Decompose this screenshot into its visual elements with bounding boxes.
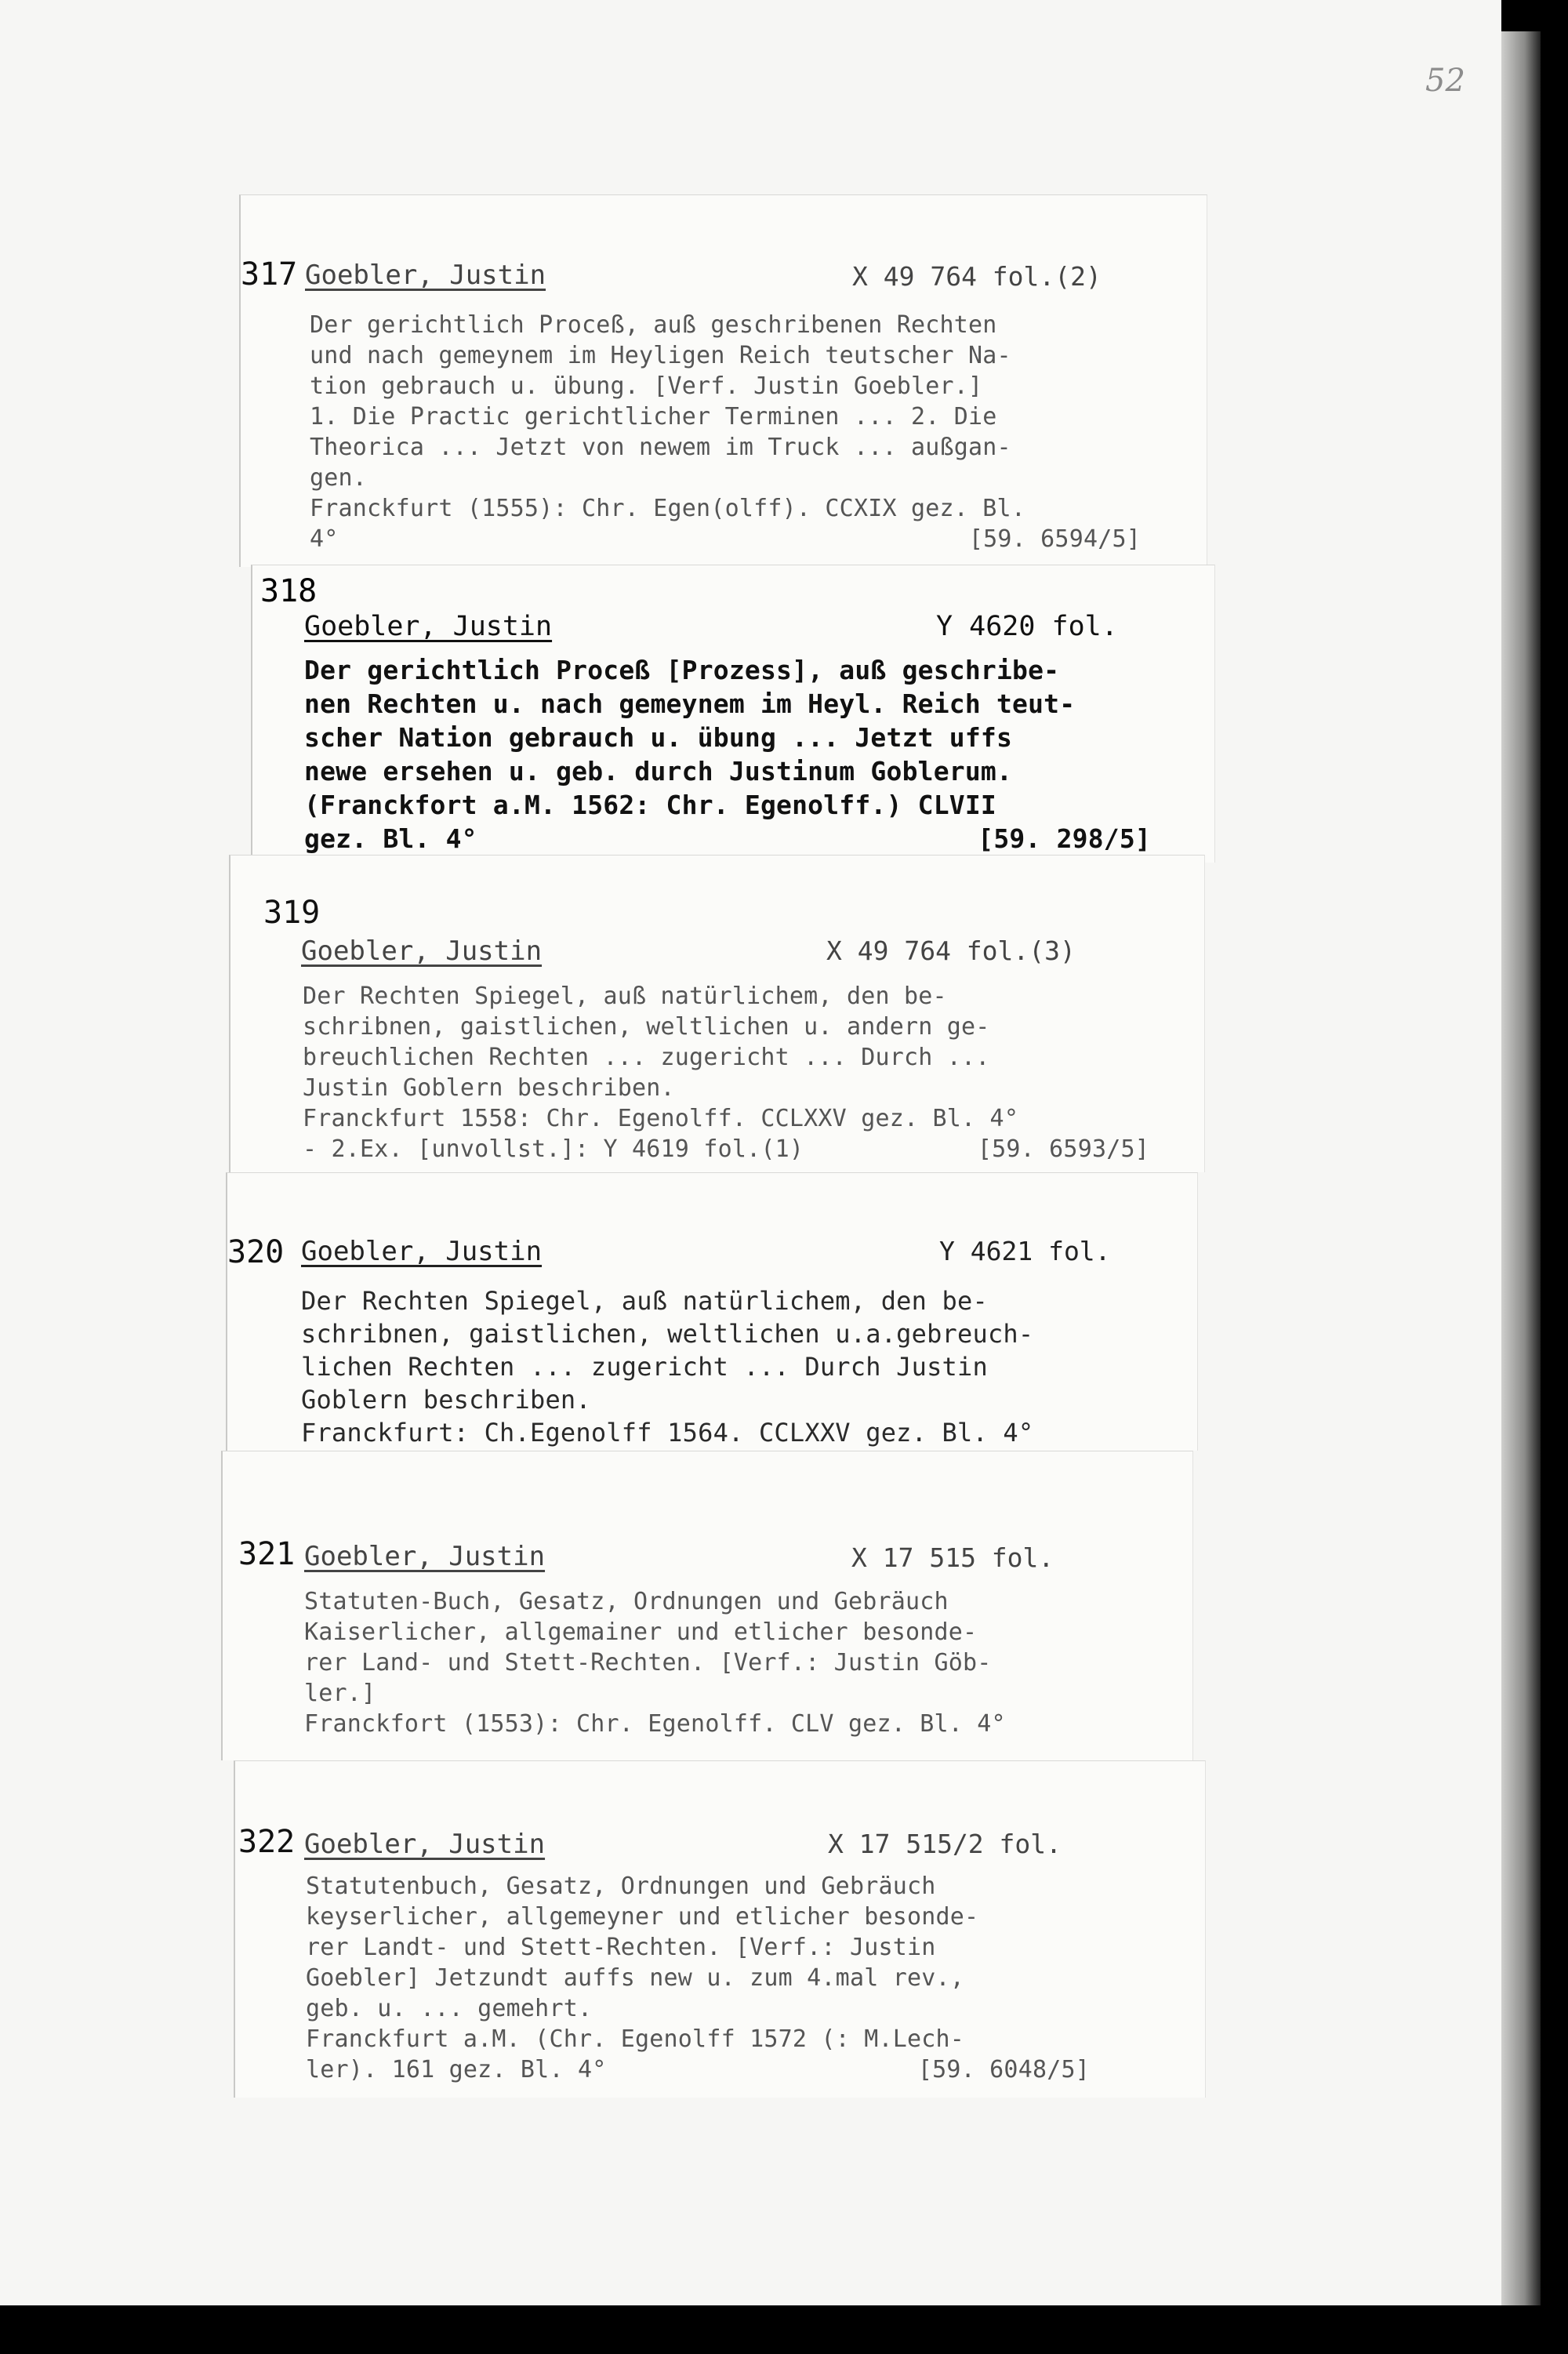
entry-author: Goebler, Justin — [301, 935, 543, 967]
accession-number: [59. 6048/5] — [917, 2056, 1090, 2083]
entry-description — [310, 310, 1141, 554]
copy-note-line — [303, 1134, 1149, 1164]
description-line: rer Landt- und Stett-Rechten. [Verf.: Justin — [306, 1934, 936, 1961]
page-edge-shadow — [1501, 31, 1541, 2305]
description-line: rer Land- und Stett-Rechten. [Verf.: Justin Göb- — [304, 1649, 992, 1676]
entry-number: 321 — [238, 1536, 296, 1572]
catalog-card-322 — [234, 1760, 1206, 2098]
description-line: Justin Goblern beschriben. — [303, 1074, 675, 1102]
description-line: ler.] — [304, 1680, 376, 1707]
entry-number: 317 — [241, 256, 298, 292]
entry-description — [303, 981, 1165, 1164]
second-copy-note: - 2.Ex. [unvollst.]: Y 4619 fol.(1) — [303, 1135, 804, 1163]
page-number: 52 — [1425, 63, 1465, 99]
description-line: und nach gemeynem im Heyligen Reich teutscher Na- — [310, 342, 1011, 369]
catalog-card-318 — [251, 565, 1215, 863]
entry-author: Goebler, Justin — [304, 1829, 546, 1860]
catalog-card-320 — [226, 1172, 1198, 1451]
description-line: Goblern beschriben. — [301, 1385, 591, 1415]
description-line: (Franckfort a.M. 1562: Chr. Egenolff.) CLVII — [304, 790, 996, 820]
description-line: Kaiserlicher, allgemainer und etlicher besonde- — [304, 1618, 978, 1646]
imprint-line — [306, 2054, 1090, 2085]
entry-author: Goebler, Justin — [304, 611, 553, 642]
accession-number: [59. 6593/5] — [977, 1135, 1149, 1163]
entry-author: Goebler, Justin — [301, 1236, 543, 1267]
description-line: newe ersehen u. geb. durch Justinum Goblerum. — [304, 756, 1013, 786]
imprint-line: Franckfort (1553): Chr. Egenolff. CLV gez. Bl. 4° — [304, 1710, 1006, 1738]
entry-shelfmark: X 49 764 fol.(2) — [852, 261, 1102, 292]
description-line: Statutenbuch, Gesatz, Ordnungen und Gebräuch — [306, 1873, 936, 1900]
imprint-line — [304, 822, 1151, 856]
description-line: Der gerichtlich Proceß [Prozess], auß geschribe- — [304, 655, 1060, 685]
entry-description — [304, 1586, 1167, 1739]
entry-number: 318 — [260, 573, 318, 609]
description-line: Der Rechten Spiegel, auß natürlichem, den be- — [303, 983, 947, 1010]
entry-shelfmark: Y 4620 fol. — [936, 611, 1118, 642]
description-line: scher Nation gebrauch u. übung ... Jetzt uffs — [304, 722, 1013, 753]
description-line: schribnen, gaistlichen, weltlichen u.a.gebreuch- — [301, 1319, 1034, 1349]
description-line: lichen Rechten ... zugericht ... Durch Justin — [301, 1352, 988, 1382]
description-line: schribnen, gaistlichen, weltlichen u. andern ge- — [303, 1013, 990, 1041]
catalog-card-321 — [221, 1451, 1193, 1760]
entry-description — [304, 653, 1190, 856]
description-line: tion gebrauch u. übung. [Verf. Justin Goebler.] — [310, 372, 983, 400]
description-line: 1. Die Practic gerichtlicher Terminen ... 2. Die — [310, 403, 997, 430]
entry-shelfmark: X 49 764 fol.(3) — [826, 935, 1076, 966]
description-line: geb. u. ... gemehrt. — [306, 1995, 593, 2022]
description-line: Franckfurt 1558: Chr. Egenolff. CCLXXV gez. Bl. 4° — [303, 1105, 1019, 1132]
description-line: Statuten-Buch, Gesatz, Ordnungen und Gebräuch — [304, 1588, 949, 1615]
description-line: nen Rechten u. nach gemeynem im Heyl. Reich teut- — [304, 688, 1076, 719]
accession-number: [59. 298/5] — [978, 823, 1151, 854]
description-line: Franckfurt (1555): Chr. Egen(olff). CCXIX gez. Bl. — [310, 495, 1026, 522]
entry-author: Goebler, Justin — [304, 1541, 546, 1572]
description-line: Goebler] Jetzundt auffs new u. zum 4.mal rev., — [306, 1964, 965, 1992]
imprint-line — [310, 524, 1141, 554]
accession-number: [59. 6594/5] — [968, 525, 1141, 553]
description-line: Franckfurt a.M. (Chr. Egenolff 1572 (: M.Lech- — [306, 2025, 965, 2053]
entry-shelfmark: Y 4621 fol. — [939, 1236, 1111, 1266]
description-line: Der gerichtlich Proceß, auß geschribenen Rechten — [310, 311, 997, 339]
entry-description — [306, 1871, 1184, 2085]
catalog-card-317 — [239, 194, 1207, 567]
entry-number: 319 — [263, 895, 321, 931]
entry-author: Goebler, Justin — [305, 260, 546, 291]
format-note: ler). 161 gez. Bl. 4° — [306, 2056, 607, 2083]
entry-number: 322 — [238, 1824, 296, 1860]
format-note: 4° — [310, 525, 339, 553]
description-line: Der Rechten Spiegel, auß natürlichem, den be- — [301, 1286, 988, 1316]
description-line: gen. — [310, 464, 368, 492]
imprint-line: Franckfurt: Ch.Egenolff 1564. CCLXXV gez. Bl. 4° — [301, 1418, 1034, 1448]
entry-description — [301, 1284, 1179, 1449]
entry-shelfmark: X 17 515/2 fol. — [828, 1829, 1062, 1859]
entry-number: 320 — [227, 1234, 285, 1270]
description-line: keyserlicher, allgemeyner und etlicher besonde- — [306, 1903, 979, 1931]
entry-shelfmark: X 17 515 fol. — [851, 1542, 1054, 1573]
format-note: gez. Bl. 4° — [304, 823, 477, 854]
description-line: breuchlichen Rechten ... zugericht ... Durch ... — [303, 1044, 990, 1071]
catalog-card-319 — [229, 855, 1205, 1172]
description-line: Theorica ... Jetzt von newem im Truck ... außgan- — [310, 434, 1011, 461]
